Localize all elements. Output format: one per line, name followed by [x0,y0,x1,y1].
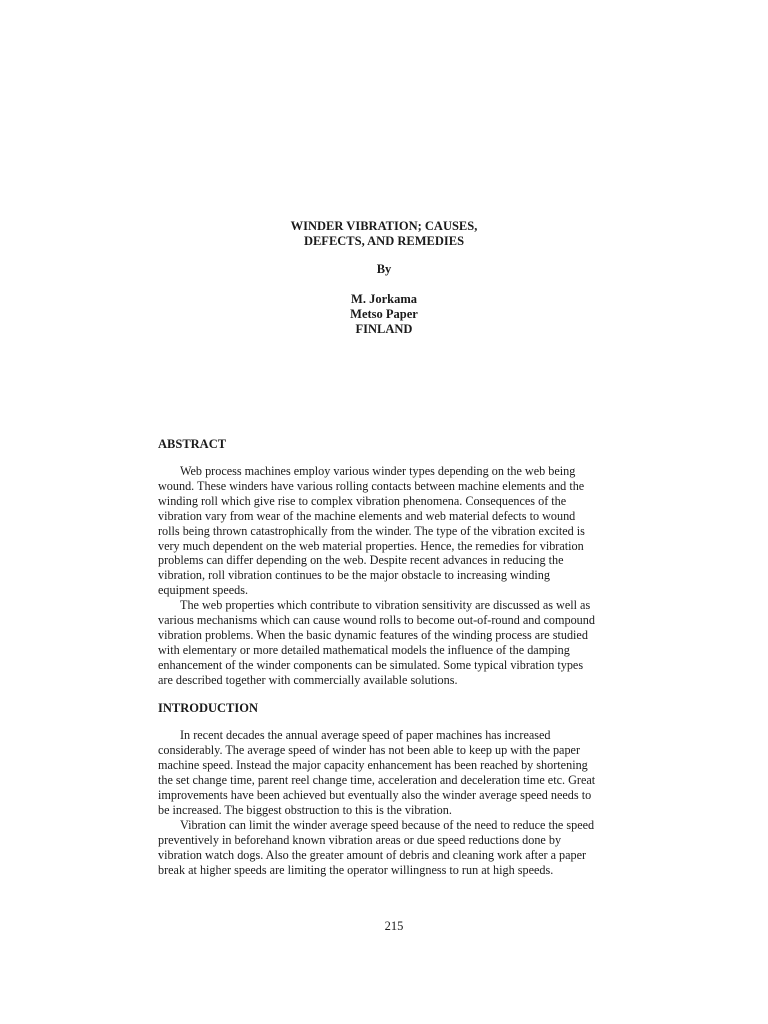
text-line: vibration vary from wear of the machine elements and web material defects to wound [158,508,576,523]
text-line: preventively in beforehand known vibration areas or due speed reductions done by [158,832,562,847]
text-line: enhancement of the winder components can be simulated. Some typical vibration types [158,657,584,672]
text-line: improvements have been achieved but eventually also the winder average speed needs to [158,787,592,802]
text-line: In recent decades the annual average speed of paper machines has increased [180,728,551,742]
paper-title-line: DEFECTS, AND REMEDIES [303,234,465,248]
text-line: Vibration can limit the winder average speed because of the need to reduce the speed [180,818,595,832]
author-name: M. Jorkama [351,292,417,306]
text-line: break at higher speeds are limiting the operator willingness to run at high speeds. [158,862,554,877]
text-line: be increased. The biggest obstruction to this is the vibration. [158,802,452,817]
page-number: 215 [384,919,404,933]
text-line: machine speed. Instead the major capacity enhancement has been reached by shortening [158,757,588,772]
abstract-paragraph-2 [158,598,610,687]
author-country: FINLAND [355,322,413,336]
text-line: very much dependent on the web material properties. Hence, the remedies for vibration [158,538,584,553]
text-line: problems can differ depending on the web. Despite recent advances in reducing the [158,553,564,568]
text-line: with elementary or more detailed mathematical models the influence of the damping [158,642,570,657]
text-line: equipment speeds. [158,583,249,598]
abstract-heading: ABSTRACT [158,437,227,451]
text-line: winding roll which give rise to complex vibration phenomena. Consequences of the [158,493,567,508]
text-line: considerably. The average speed of winder has not been able to keep up with the paper [158,742,581,757]
text-line: are described together with commercially available solutions. [158,672,458,687]
text-line: vibration watch dogs. Also the greater amount of debris and cleaning work after a paper [158,847,587,862]
introduction-paragraph-1 [158,728,610,817]
text-line: Web process machines employ various winder types depending on the web being [180,464,576,478]
author-block [0,292,768,337]
paper-title [0,219,768,249]
paper-title-line: WINDER VIBRATION; CAUSES, [290,219,478,233]
text-line: wound. These winders have various rolling contacts between machine elements and the [158,478,585,493]
introduction-heading: INTRODUCTION [158,701,259,715]
author-affiliation: Metso Paper [350,307,418,321]
text-line: various mechanisms which can cause wound rolls to become out-of-round and compound [158,612,595,627]
byline: By [376,262,392,276]
text-line: The web properties which contribute to vibration sensitivity are discussed as well as [180,598,591,612]
text-line: vibration, roll vibration continues to be the major obstacle to increasing winding [158,568,550,583]
text-line: the set change time, parent reel change time, acceleration and deceleration time etc. Great [158,772,596,787]
text-line: rolls being thrown catastrophically from the winder. The type of the vibration excited is [158,523,585,538]
introduction-paragraph-2 [158,818,610,878]
abstract-paragraph-1 [158,464,610,598]
text-line: vibration problems. When the basic dynamic features of the winding process are studied [158,627,588,642]
